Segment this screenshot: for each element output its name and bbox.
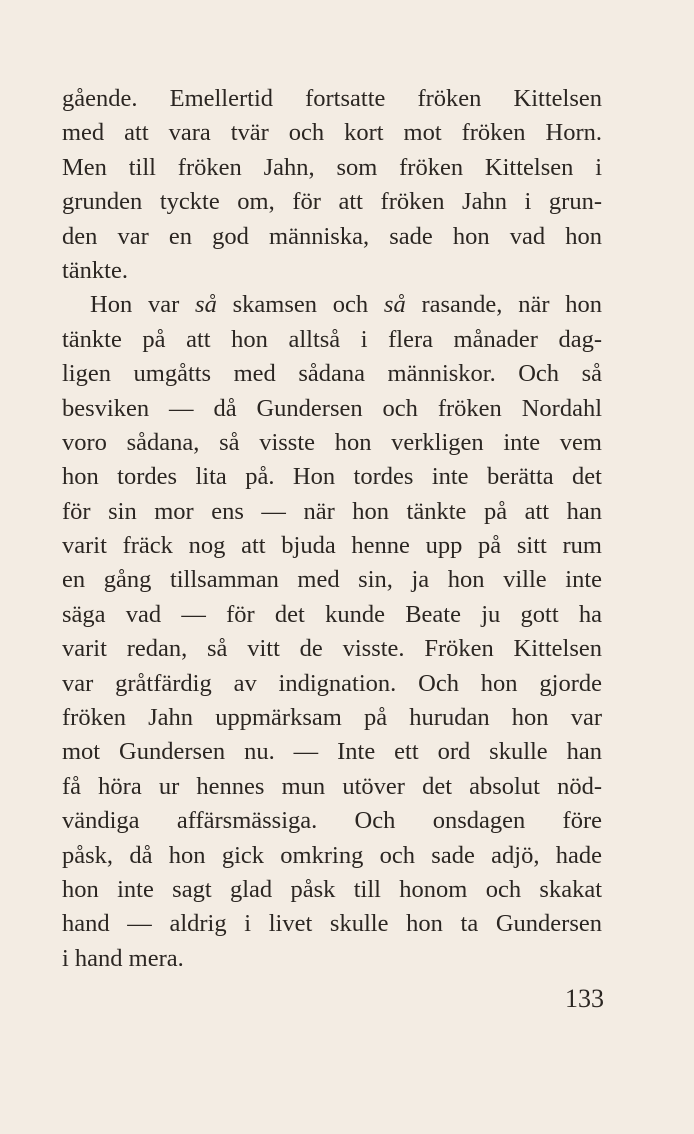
text-line: gående. Emellertid fortsatte fröken Kittelsen	[62, 85, 602, 112]
emphasis-word: så	[195, 291, 217, 319]
text-line: säga vad — för det kunde Beate ju gott ha	[62, 600, 602, 628]
text-run: Hon var	[90, 291, 196, 319]
text-line: varit fräck nog att bjuda henne upp på sitt rum	[62, 532, 602, 560]
text-line: för sin mor ens — när hon tänkte på att han	[62, 497, 602, 525]
text-line: grunden tyckte om, för att fröken Jahn i grun-	[62, 188, 602, 216]
text-line: var gråtfärdig av indignation. Och hon gjorde	[62, 669, 602, 697]
text-line: med att vara tvär och kort mot fröken Horn.	[62, 119, 602, 147]
text-line: fröken Jahn uppmärksam på hurudan hon var	[62, 704, 602, 732]
text-line: voro sådana, så visste hon verkligen inte vem	[62, 428, 602, 456]
page-number: 133	[565, 984, 604, 1013]
text-line: besviken — då Gundersen och fröken Nordahl	[62, 394, 602, 422]
text-line: hon tordes lita på. Hon tordes inte berätta det	[62, 463, 602, 491]
text-line: den var en god människa, sade hon vad hon	[62, 222, 602, 250]
text-line: ligen umgåtts med sådana människor. Och så	[62, 360, 602, 388]
text-line: i hand mera.	[62, 944, 184, 972]
text-line: en gång tillsamman med sin, ja hon ville inte	[62, 566, 602, 594]
text-line: vändiga affärsmässiga. Och onsdagen före	[62, 807, 602, 835]
text-line: hand — aldrig i livet skulle hon ta Gundersen	[62, 910, 602, 938]
text-run: skamsen och	[216, 291, 384, 319]
text-line-emphasis	[62, 288, 602, 322]
text-line: hon inte sagt glad påsk till honom och skakat	[62, 875, 602, 903]
text-line: påsk, då hon gick omkring och sade adjö, hade	[62, 841, 602, 869]
text-run: rasande, när hon	[405, 291, 602, 319]
text-line: tänkte.	[62, 256, 128, 284]
text-line: Men till fröken Jahn, som fröken Kittelsen i	[62, 153, 602, 181]
body-text	[62, 82, 602, 976]
text-line: varit redan, så vitt de visste. Fröken Kittelsen	[62, 635, 602, 663]
text-line: mot Gundersen nu. — Inte ett ord skulle han	[62, 738, 602, 766]
emphasis-word: så	[383, 291, 406, 319]
text-line: få höra ur hennes mun utöver det absolut nöd-	[62, 772, 602, 800]
text-line: tänkte på att hon alltså i flera månader dag-	[62, 325, 602, 353]
